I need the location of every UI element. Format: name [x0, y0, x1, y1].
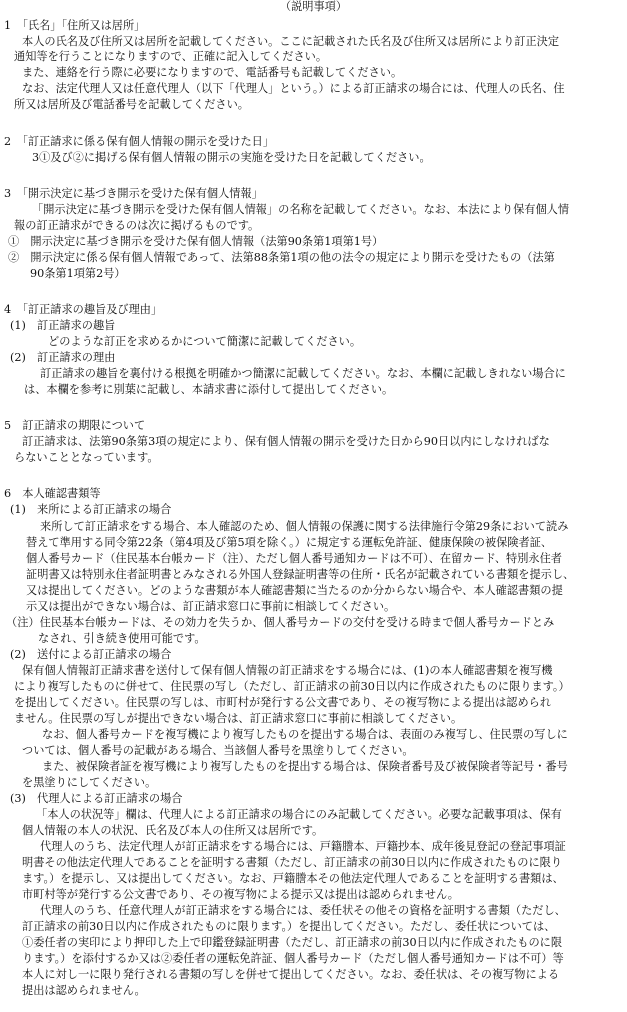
- text-line: (1) 訂正請求の趣旨: [10, 319, 116, 332]
- page-title: （説明事項）: [279, 0, 348, 13]
- text-line: なされ、引き続き使用可能です。: [38, 632, 206, 645]
- text-line: 90条第1項第2号）: [30, 267, 126, 280]
- text-line: 2 「訂正請求に係る保有個人情報の開示を受けた日」: [4, 135, 275, 148]
- text-line: 個人情報の本人の状況、氏名及び本人の住所又は居所です。: [22, 824, 324, 837]
- text-line: (3) 代理人による訂正請求の場合: [10, 792, 183, 805]
- text-line: また、被保険者証を複写機により複写したものを提出する場合は、保険者番号及び被保険者等記号・番号: [42, 760, 568, 773]
- text-line: なお、個人番号カードを複写機により複写したものを提出する場合は、表面のみ複写し、住民票の写しに: [42, 728, 568, 741]
- text-line: ません。住民票の写しが提出できない場合は、訂正請求窓口に事前に相談してください。: [14, 712, 463, 725]
- text-line: ① 開示決定に基づき開示を受けた保有個人情報（法第90条第1項第1号）: [8, 235, 384, 248]
- text-line: 示又は提出ができない場合は、訂正請求窓口に事前に相談してください。: [26, 600, 396, 613]
- text-line: （注）住民基本台帳カードは、その効力を失うか、個人番号カードの交付を受ける時まで個人番号カードとみ: [6, 616, 555, 629]
- text-line: 提出は認められません。: [22, 984, 146, 997]
- text-line: 5 訂正請求の期限について: [4, 419, 146, 432]
- text-line: ② 開示決定に係る保有個人情報であって、法第88条第1項の他の法令の規定により開示を受けたもの（法第: [8, 251, 555, 264]
- text-line: (2) 送付による訂正請求の場合: [10, 648, 172, 661]
- text-line: を提出してください。住民票の写しは、市町村が発行する公文書であり、その複写物による提出は認められ: [14, 696, 552, 709]
- text-line: 4 「訂正請求の趣旨及び理由」: [4, 303, 163, 316]
- text-line: 3 「開示決定に基づき開示を受けた保有個人情報」: [4, 187, 263, 200]
- text-line: は、本欄を参考に別葉に記載し、本請求書に添付して提出してください。: [24, 383, 394, 396]
- text-line: 訂正請求は、法第90条第3項の規定により、保有個人情報の開示を受けた日から90日以内にしなければな: [22, 435, 550, 448]
- text-line: ます。）を提示し、又は提出してください。なお、戸籍謄本その他法定代理人であることを証明する書類は、: [22, 872, 564, 885]
- text-line: らないこととなっています。: [14, 451, 159, 464]
- text-line: 1 「氏名」「住所又は居所」: [4, 19, 146, 32]
- text-line: 本人の氏名及び住所又は居所を記載してください。ここに記載された氏名及び住所又は居所により訂正決定: [22, 35, 560, 48]
- text-line: 又は提出してください。どのような書類が本人確認書類に当たるのか分からない場合や、本人確認書類の提: [26, 584, 563, 597]
- text-line: 「本人の状況等」欄は、代理人による訂正請求の場合にのみ記載してください。必要な記載事項は、保有: [36, 808, 562, 821]
- text-line: 代理人のうち、任意代理人が訂正請求をする場合には、委任状その他その資格を証明する書類（ただし、: [40, 904, 566, 917]
- text-line: 所又は居所及び電話番号を記載してください。: [14, 98, 249, 111]
- text-line: 証明書又は特別永住者証明書とみなされる外国人登録証明書等の住所・氏名が記載されている書類を提示し、: [26, 568, 575, 581]
- text-line: 報の訂正請求ができるのは次に掲げるものです。: [14, 219, 260, 232]
- text-line: 来所して訂正請求をする場合、本人確認のため、個人情報の保護に関する法律施行令第29条において読み: [40, 520, 569, 533]
- text-line: 訂正請求の趣旨を裏付ける根拠を明確かつ簡潔に記載してください。なお、本欄に記載しきれない場合に: [40, 367, 566, 380]
- text-line: により複写したものに併せて、住民票の写し（ただし、訂正請求の前30日以内に作成されたものに限ります。）: [14, 680, 570, 693]
- text-line: 保有個人情報訂正請求書を送付して保有個人情報の訂正請求をする場合には、(1)の本人確認書類を複写機: [22, 664, 553, 677]
- text-line: 6 本人確認書類等: [4, 487, 101, 500]
- text-line: ります。）を添付するか又は②委任者の運転免許証、個人番号カード（ただし個人番号通知カードは不可）等: [22, 952, 564, 965]
- text-line: 通知等を行うことになりますので、正確に記入してください。: [14, 50, 328, 63]
- text-line: 「開示決定に基づき開示を受けた保有個人情報」の名称を記載してください。なお、本法により保有個人情: [32, 203, 570, 216]
- text-line: 個人番号カード（住民基本台帳カード（注）、ただし個人番号通知カードは不可）、在留カード、特別永住者: [26, 552, 562, 565]
- text-line: (1) 来所による訂正請求の場合: [10, 503, 172, 516]
- text-line: 替えて準用する同令第22条（第4項及び第5項を除く。）に規定する運転免許証、健康保険の被保険者証、: [26, 536, 553, 549]
- text-line: また、連絡を行う際に必要になりますので、電話番号も記載してください。: [22, 66, 403, 79]
- text-line: 訂正請求の前30日以内に作成されたものに限ります。）を提出してください。ただし、委任状については、: [22, 920, 556, 933]
- text-line: (2) 訂正請求の理由: [10, 351, 116, 364]
- text-line: ①委任者の実印により押印した上で印鑑登録証明書（ただし、訂正請求の前30日以内に作成されたものに限: [22, 936, 563, 949]
- text-line: 明書その他法定代理人であることを証明する書類（ただし、訂正請求の前30日以内に作成されたものに限り: [22, 856, 563, 869]
- text-line: どのような訂正を求めるかについて簡潔に記載してください。: [48, 335, 362, 348]
- text-line: 代理人のうち、法定代理人が訂正請求をする場合には、戸籍謄本、戸籍抄本、成年後見登記の登記事項証: [40, 840, 566, 853]
- text-line: ついては、個人番号の記載がある場合、当該個人番号を黒塗りしてください。: [22, 744, 414, 757]
- text-line: 市町村等が発行する公文書であり、その複写物による提示又は提出は認められません。: [22, 888, 459, 901]
- text-line: なお、法定代理人又は任意代理人（以下「代理人」という。）による訂正請求の場合には、代理人の氏名、住: [22, 82, 565, 95]
- text-line: を黒塗りにしてください。: [22, 776, 157, 789]
- text-line: 3①及び②に掲げる保有個人情報の開示の実施を受けた日を記載してください。: [32, 151, 431, 164]
- text-line: 本人に対し一に限り発行される書類の写しを併せて提出してください。なお、委任状は、その複写物による: [22, 968, 560, 981]
